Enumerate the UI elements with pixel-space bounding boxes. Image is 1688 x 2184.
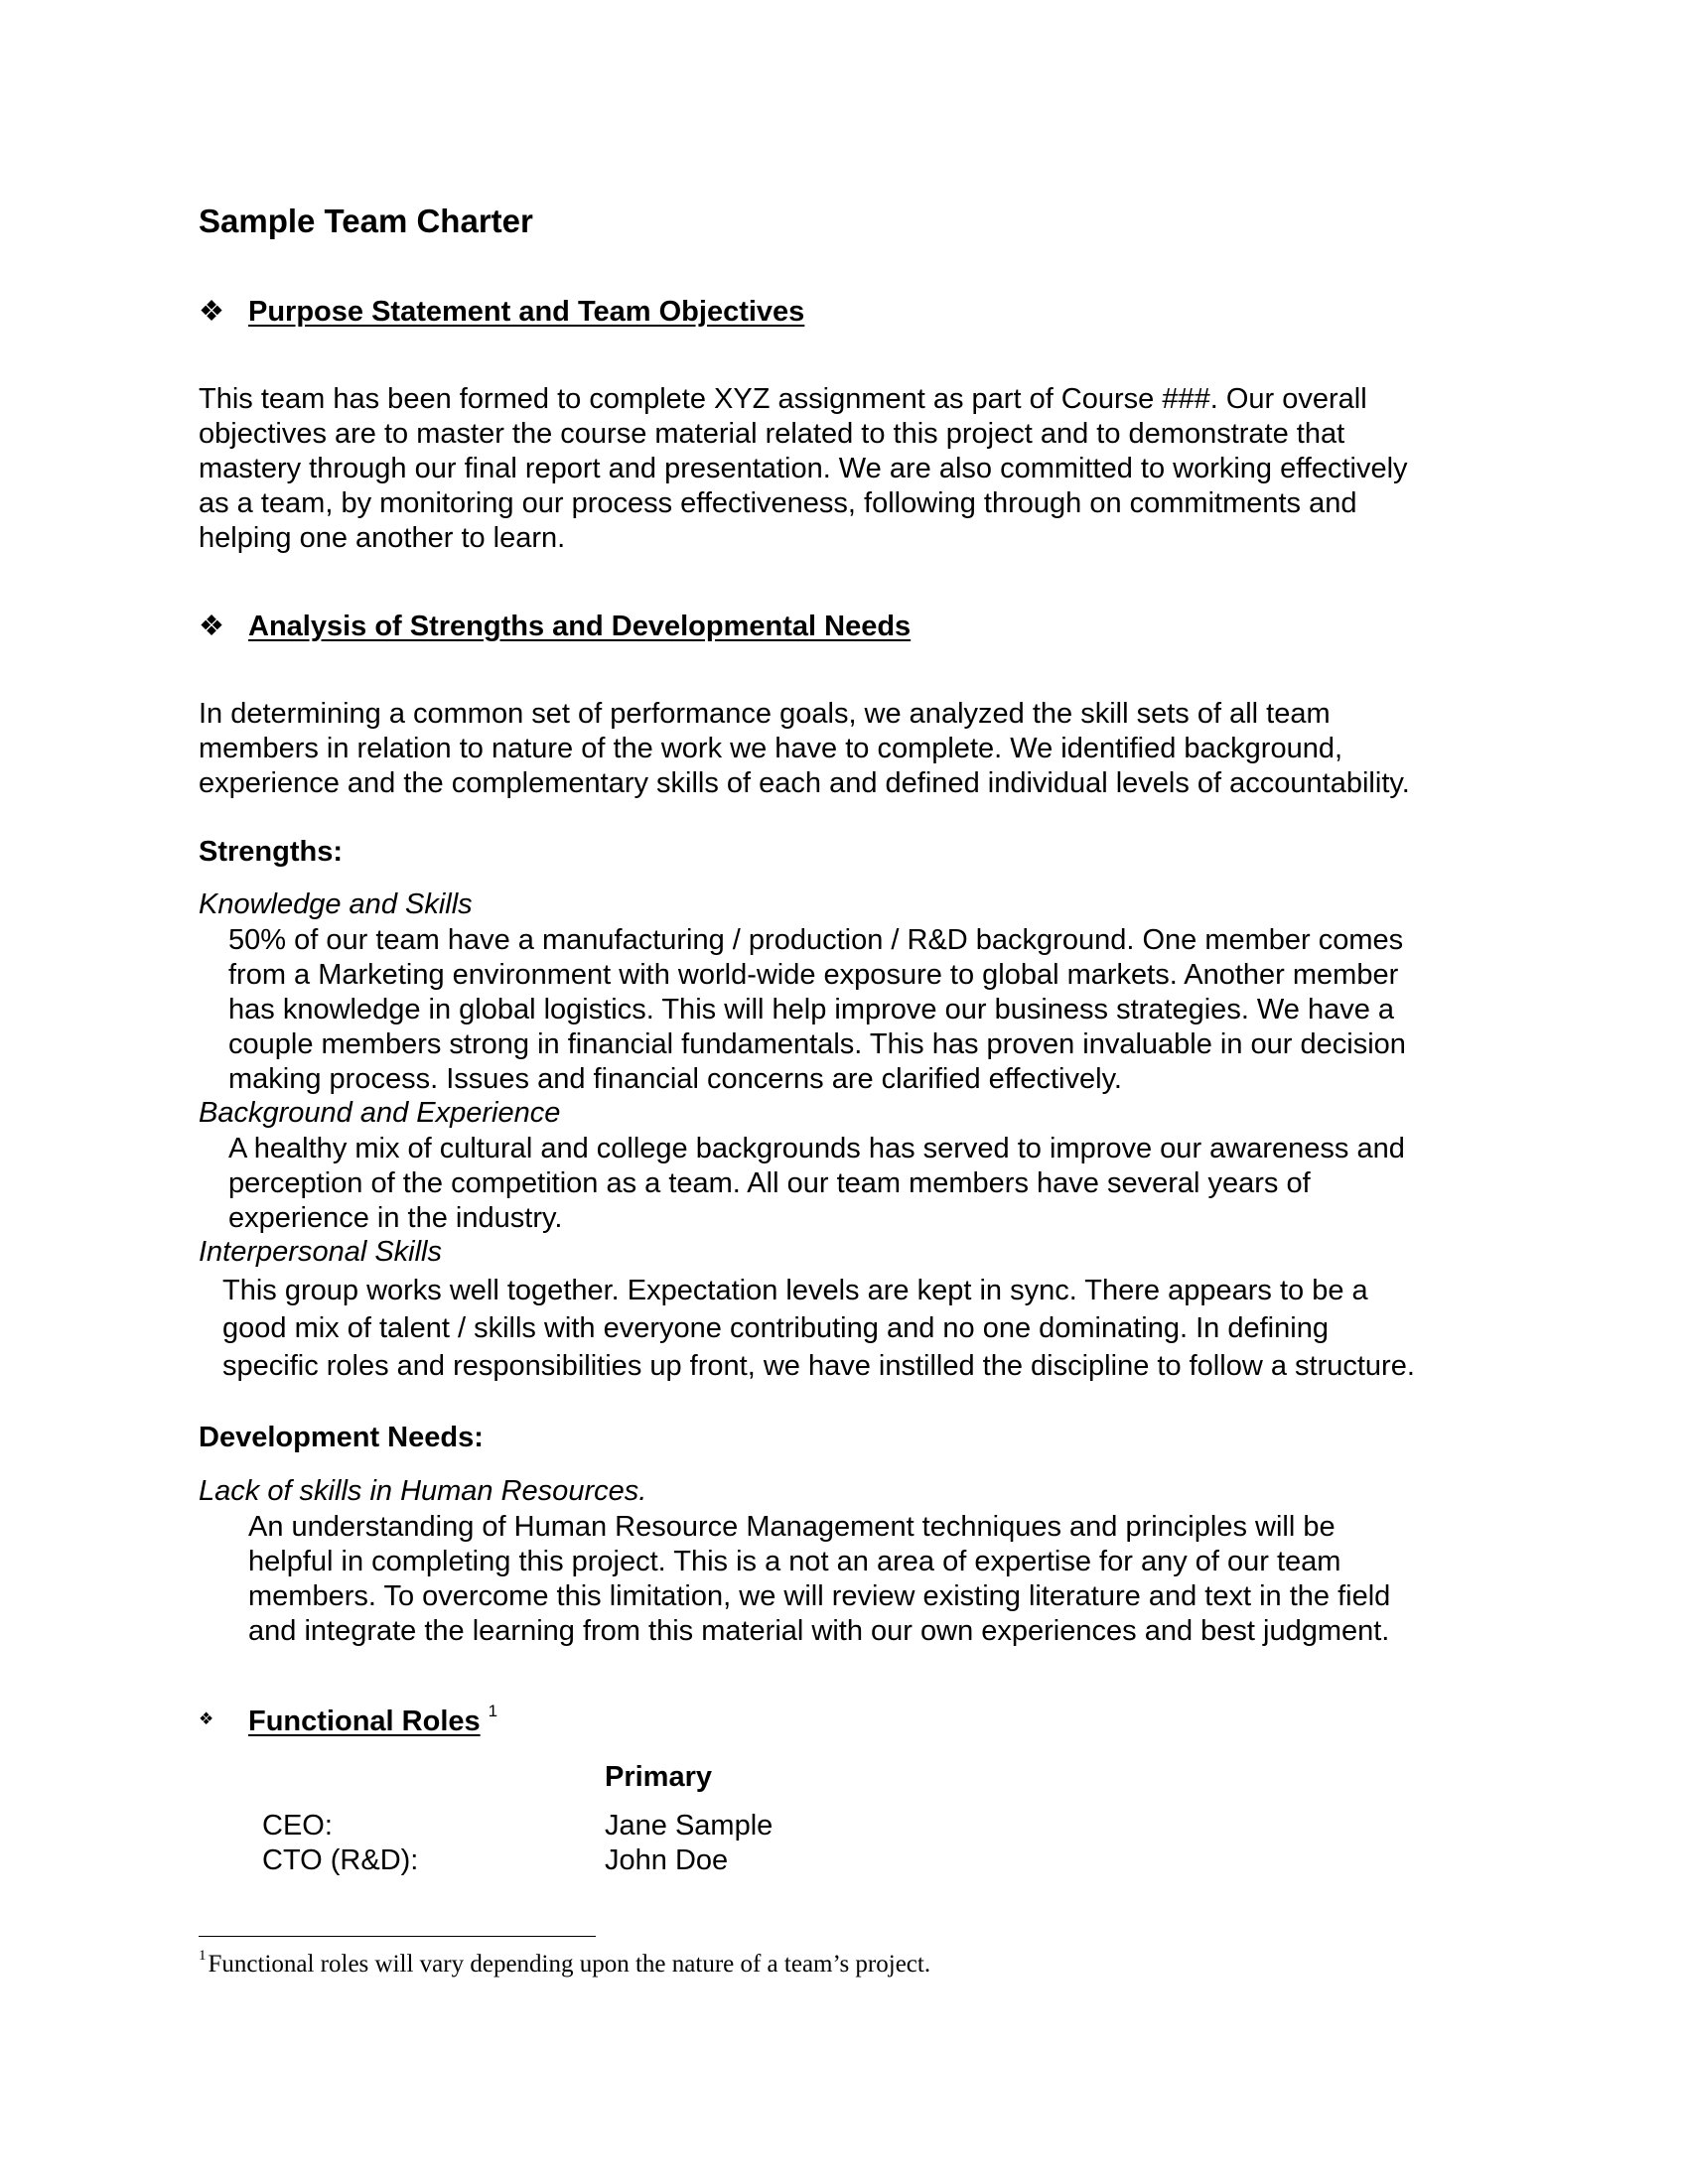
paragraph-line: A healthy mix of cultural and college backgrounds has served to improve our awareness and	[228, 1133, 1405, 1164]
role-name: John Doe	[605, 1844, 729, 1876]
paragraph-line: perception of the competition as a team. All our team members have several years of	[228, 1167, 1311, 1199]
paragraph-line: This group works well together. Expectation levels are kept in sync. There appears to be a	[222, 1275, 1368, 1306]
paragraph-line: making process. Issues and financial concerns are clarified effectively.	[228, 1063, 1122, 1095]
section-heading-roles	[199, 1702, 497, 1738]
analysis-heading-text: Analysis of Strengths and Developmental Needs	[248, 611, 912, 642]
paragraph-line: good mix of talent / skills with everyone contributing and no one dominating. In defining	[222, 1312, 1329, 1344]
paragraph-line: This team has been formed to complete XYZ assignment as part of Course ###. Our overall	[199, 383, 1367, 415]
paragraph-line: as a team, by monitoring our process effectiveness, following through on commitments and	[199, 487, 1357, 519]
paragraph-line: from a Marketing environment with world-wide exposure to global markets. Another member	[228, 959, 1399, 991]
paragraph-line: In determining a common set of performance goals, we analyzed the skill sets of all team	[199, 698, 1331, 730]
diamond-bullet-icon: ❖	[199, 611, 224, 642]
section-heading-analysis	[199, 609, 911, 643]
purpose-paragraph	[199, 382, 1408, 556]
paragraph-line: mastery through our final report and presentation. We are also committed to working effectively	[199, 453, 1408, 484]
footnote-divider	[199, 1936, 596, 1937]
section-heading-purpose	[199, 294, 804, 329]
paragraph-line: has knowledge in global logistics. This will help improve our business strategies. We have a	[228, 994, 1395, 1025]
paragraph-line: 50% of our team have a manufacturing / production / R&D background. One member comes	[228, 924, 1404, 956]
interpersonal-skills-label: Interpersonal Skills	[199, 1236, 442, 1268]
development-paragraph	[248, 1510, 1390, 1649]
hr-skills-label: Lack of skills in Human Resources.	[199, 1475, 647, 1507]
paragraph-line: An understanding of Human Resource Management techniques and principles will be	[248, 1511, 1336, 1543]
document-title: Sample Team Charter	[199, 203, 533, 239]
background-experience-label: Background and Experience	[199, 1097, 561, 1129]
knowledge-skills-label: Knowledge and Skills	[199, 888, 473, 920]
diamond-bullet-icon: ❖	[199, 1709, 214, 1728]
paragraph-line: experience in the industry.	[228, 1202, 563, 1234]
role-name: Jane Sample	[605, 1810, 774, 1842]
background-experience-paragraph	[228, 1132, 1405, 1236]
roles-column-header: Primary	[605, 1761, 713, 1793]
role-label: CTO (R&D):	[262, 1844, 419, 1876]
development-needs-heading: Development Needs:	[199, 1422, 484, 1453]
footnote-reference[interactable]: 1	[488, 1702, 498, 1720]
paragraph-line: helping one another to learn.	[199, 522, 566, 554]
role-label: CEO:	[262, 1810, 333, 1842]
diamond-bullet-icon: ❖	[199, 296, 224, 328]
paragraph-line: objectives are to master the course material related to this project and to demonstrate that	[199, 418, 1345, 450]
knowledge-skills-paragraph	[228, 923, 1406, 1097]
paragraph-line: experience and the complementary skills of each and defined individual levels of accountability.	[199, 767, 1410, 799]
footnote-text: Functional roles will vary depending upon the nature of a team’s project.	[208, 1951, 931, 1978]
footnote-number: 1	[199, 1948, 207, 1964]
purpose-heading-text: Purpose Statement and Team Objectives	[248, 296, 805, 328]
paragraph-line: and integrate the learning from this material with our own experiences and best judgment.	[248, 1615, 1390, 1647]
strengths-heading: Strengths:	[199, 836, 343, 868]
paragraph-line: couple members strong in financial fundamentals. This has proven invaluable in our decision	[228, 1028, 1406, 1060]
paragraph-line: helpful in completing this project. This is a not an area of expertise for any of our team	[248, 1546, 1341, 1577]
roles-heading-text: Functional Roles	[248, 1706, 481, 1737]
paragraph-line: specific roles and responsibilities up front, we have instilled the discipline to follow a structure.	[222, 1350, 1415, 1382]
paragraph-line: members in relation to nature of the work we have to complete. We identified background,	[199, 733, 1343, 764]
footnote	[199, 1948, 930, 1979]
analysis-paragraph	[199, 697, 1410, 801]
paragraph-line: members. To overcome this limitation, we will review existing literature and text in the field	[248, 1580, 1391, 1612]
interpersonal-skills-paragraph	[222, 1272, 1415, 1385]
